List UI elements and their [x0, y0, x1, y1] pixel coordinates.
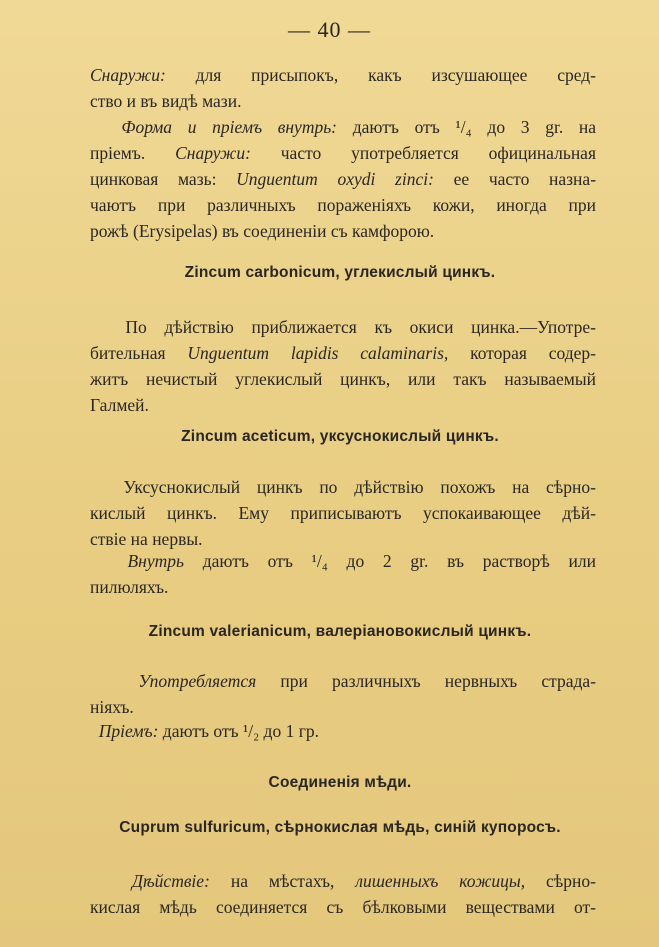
text-line: при различныхъ нервныхъ страда- — [280, 671, 597, 691]
term-form-dosage: Форма и пріемъ внутрь: — [121, 117, 338, 137]
text-line: на мѣстахъ, — [230, 871, 335, 891]
term-outside: Снаружи: — [175, 143, 251, 163]
section-heading-zinc-acetate: Zincum aceticum, уксуснокислый цинкъ. — [181, 428, 499, 445]
text-line: часто употребляется официнальная — [280, 143, 597, 163]
text-line: даютъ отъ ¹/₄ до 3 gr. на — [352, 117, 597, 137]
text-line: ее часто назна- — [453, 169, 597, 189]
text-line: бительная — [90, 343, 166, 363]
paragraph-zinc-valerate-dosage — [90, 718, 596, 744]
section-heading-zinc-carbonate: Zincum carbonicum, углекислый цинкъ. — [184, 264, 496, 281]
paragraph-zinc-acetate — [90, 474, 596, 552]
page-number: — 40 — — [288, 17, 371, 42]
term-action: Дѣйствіе: — [131, 871, 210, 891]
text-line: ство и въ видѣ мази. — [90, 91, 242, 111]
text-line: пилюляхъ. — [90, 577, 169, 597]
paragraph-external-use — [90, 62, 596, 114]
paragraph-zinc-acetate-dosage — [90, 548, 596, 600]
text-line: ствіе на нервы. — [90, 529, 203, 549]
paragraph-zinc-carbonate — [90, 314, 596, 418]
text-line: житъ нечистый углекислый цинкъ, или такъ называемый — [90, 369, 596, 389]
text-line: которая содер- — [470, 343, 597, 363]
term-dosage: Пріемъ: — [98, 721, 159, 741]
term-outside: Снаружи: — [90, 65, 166, 85]
text-line: сѣрно- — [546, 871, 596, 891]
latin-term: Unguentum lapidis calaminaris, — [187, 343, 449, 363]
text-line: кислый цинкъ. Ему приписываютъ успокаивающее дѣй- — [90, 503, 596, 523]
section-heading-copper-sulfate: Cuprum sulfuricum, сѣрнокислая мѣдь, синій купоросъ. — [119, 819, 561, 836]
text-line: чаютъ при различныхъ пораженіяхъ кожи, иногда при — [90, 195, 596, 215]
text-line: кислая мѣдь соединяется съ бѣлковыми веществами от- — [90, 897, 596, 917]
latin-term: Unguentum oxydi zinci: — [236, 169, 434, 189]
section-heading-copper-compounds: Соединенія мѣди. — [268, 774, 412, 791]
term-without-skin: лишенныхъ кожицы, — [355, 871, 526, 891]
text-line: ніяхъ. — [90, 697, 134, 717]
text-line: пріемъ. — [90, 143, 146, 163]
text-line: для присыпокъ, какъ изсушающее сред- — [195, 65, 596, 85]
paragraph-dosage — [90, 114, 596, 244]
term-internal: Внутрь — [127, 551, 184, 571]
text-line: даютъ отъ ¹/₂ до 1 гр. — [162, 721, 320, 741]
text-line: рожѣ (Erysipelas) въ соединеніи съ камфорою. — [90, 221, 435, 241]
paragraph-zinc-valerate — [90, 668, 596, 720]
text-line: Уксуснокислый цинкъ по дѣйствію похожъ на сѣрно- — [123, 477, 596, 497]
text-line: даютъ отъ ¹/₄ до 2 gr. въ растворѣ или — [202, 551, 597, 571]
term-used: Употребляется — [138, 671, 257, 691]
text-line: цинковая мазь: — [90, 169, 217, 189]
paragraph-copper-sulfate — [90, 868, 596, 920]
text-line: По дѣйствію приближается къ окиси цинка.—Употре- — [125, 317, 597, 337]
text-line: Галмей. — [90, 395, 149, 415]
section-heading-zinc-valerate: Zincum valerianicum, валеріановокислый цинкъ. — [148, 623, 532, 640]
